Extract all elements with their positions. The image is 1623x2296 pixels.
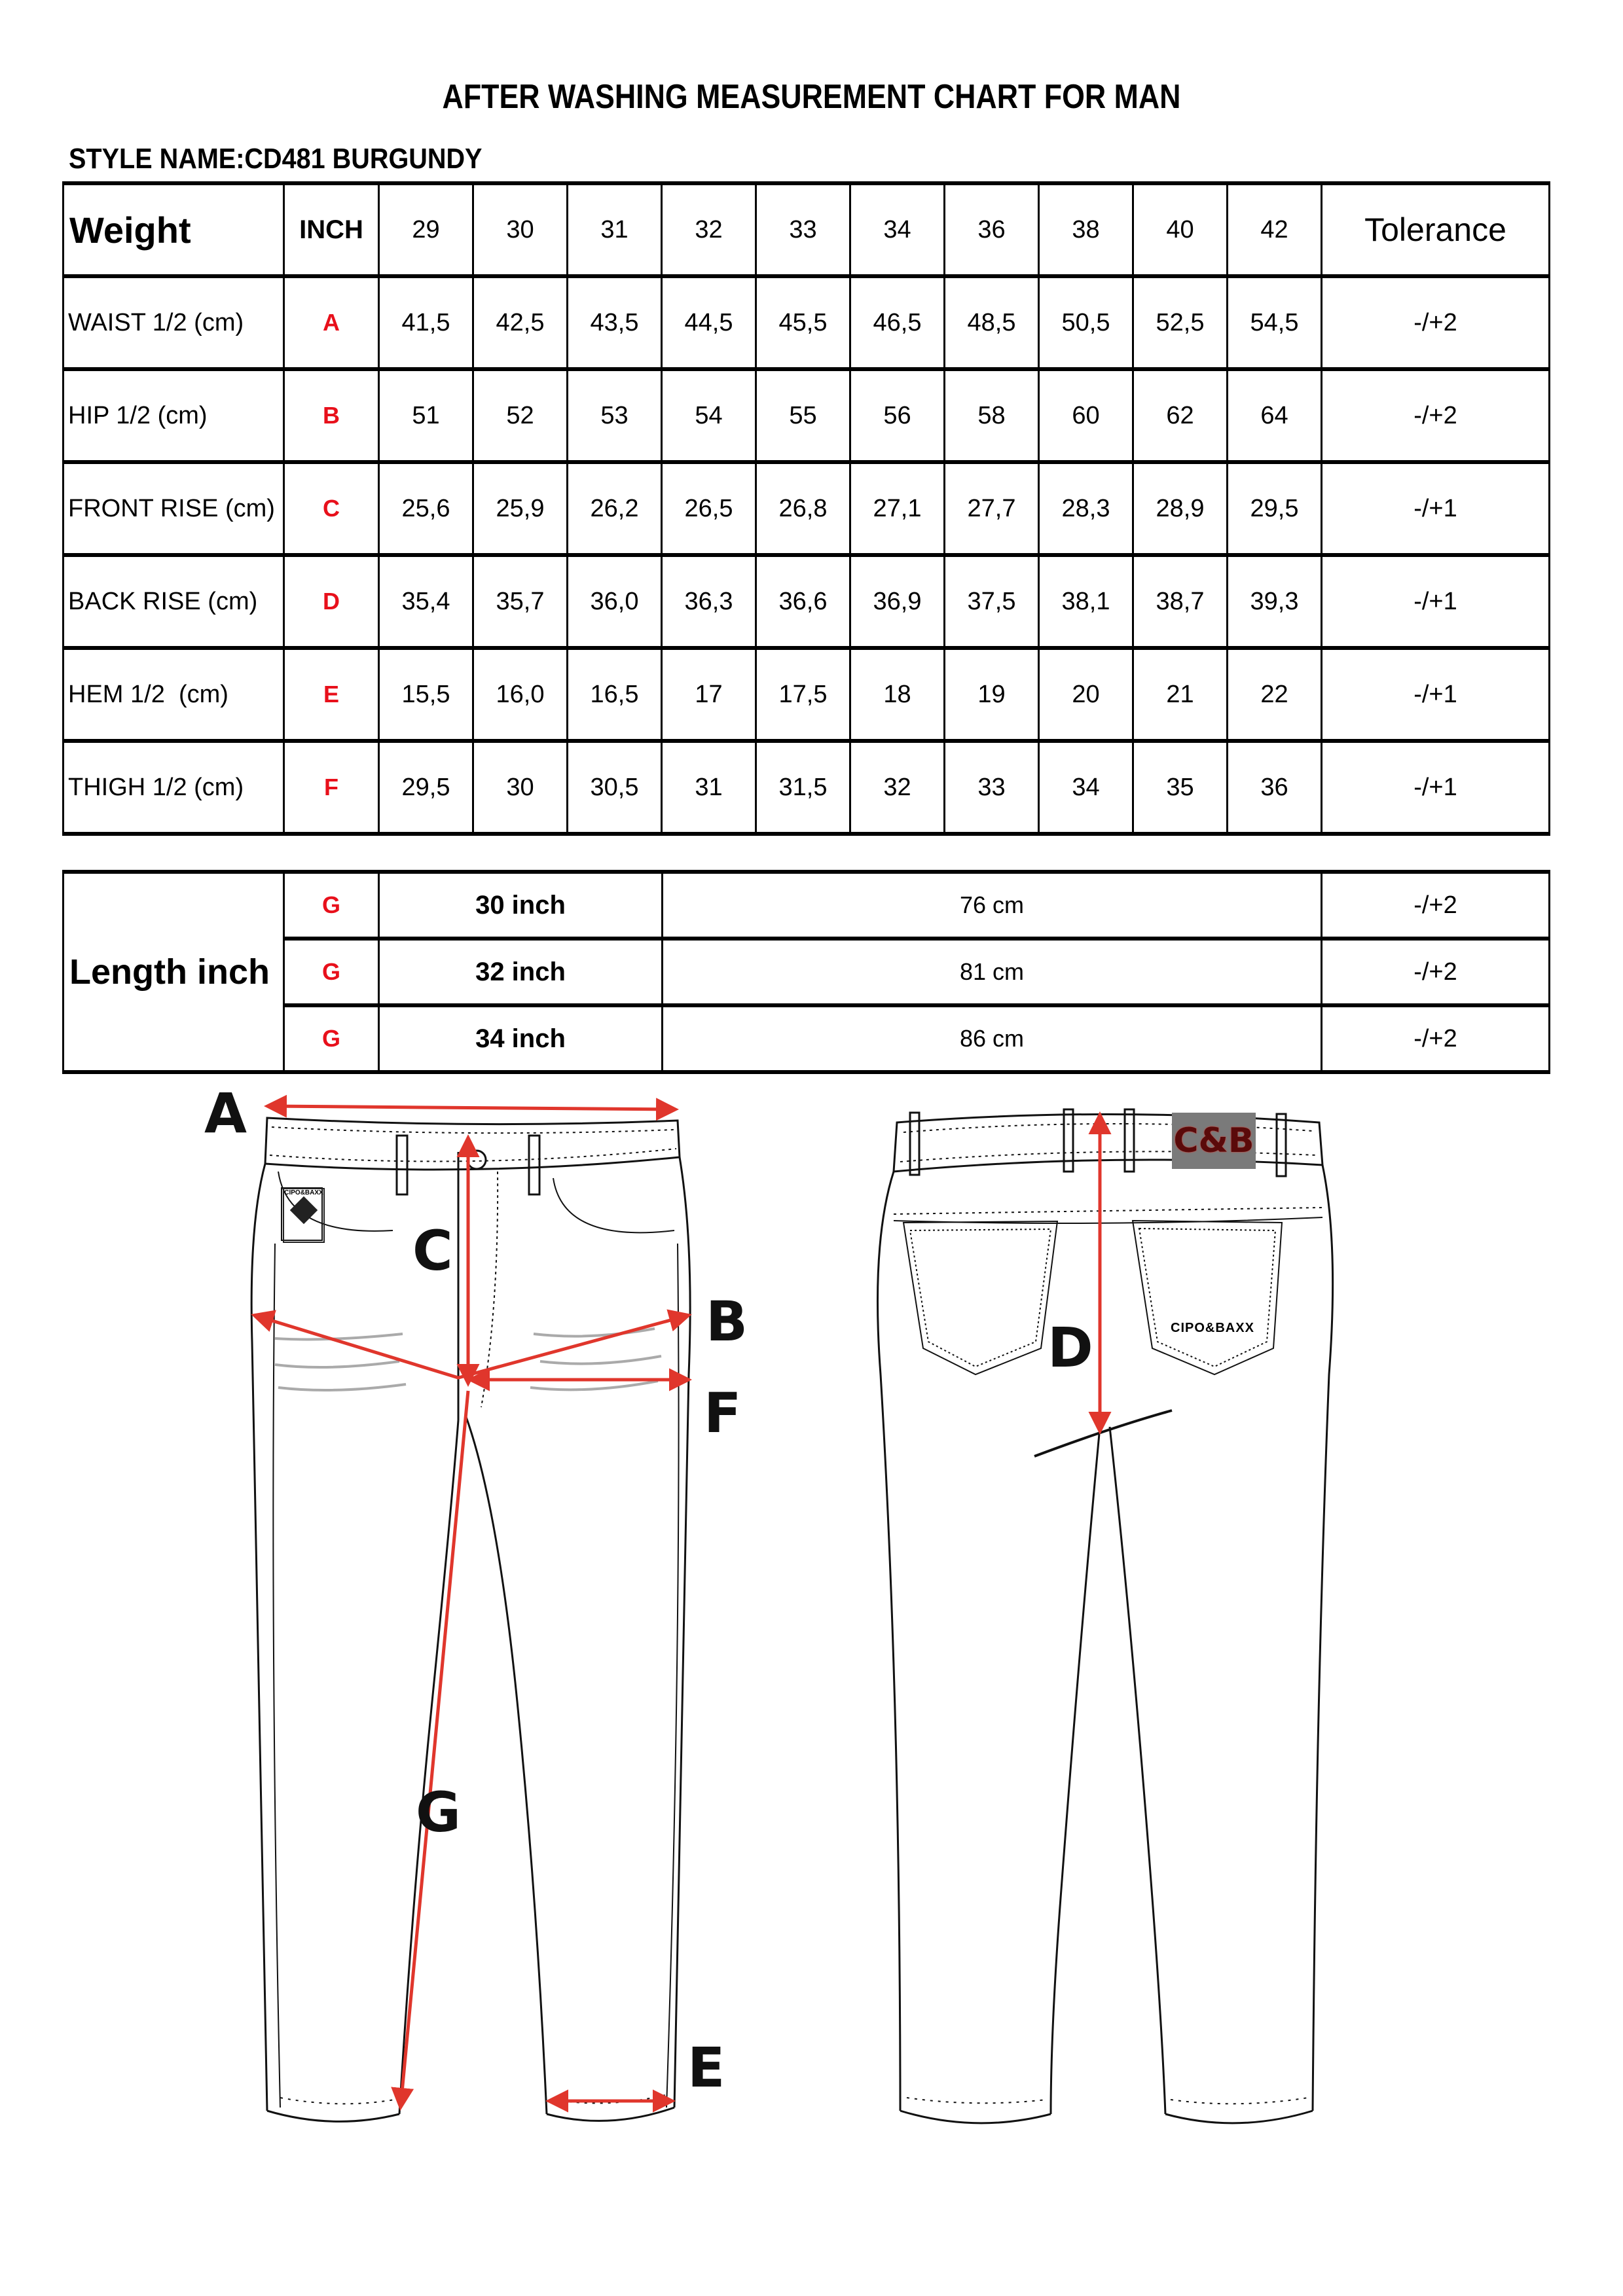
length-cm: 86 cm	[663, 1005, 1322, 1072]
row-tolerance: -/+1	[1322, 648, 1550, 741]
cell: 54,5	[1228, 276, 1322, 369]
cell: 36,6	[756, 555, 850, 648]
front-patch-text: CIPO&BAXX	[284, 1189, 323, 1196]
row-label: FRONT RISE (cm)	[64, 462, 284, 555]
cell: 32	[850, 741, 945, 834]
cell: 26,8	[756, 462, 850, 555]
cell: 28,9	[1133, 462, 1228, 555]
cell: 38,1	[1039, 555, 1133, 648]
cell: 43,5	[568, 276, 662, 369]
header-size: 36	[945, 183, 1039, 276]
header-size: 32	[662, 183, 756, 276]
cell: 26,5	[662, 462, 756, 555]
row-code: F	[284, 741, 379, 834]
cell: 35,4	[379, 555, 473, 648]
cell: 52,5	[1133, 276, 1228, 369]
cell: 37,5	[945, 555, 1039, 648]
row-code: A	[284, 276, 379, 369]
length-tolerance: -/+2	[1322, 872, 1550, 939]
table-row-waist	[64, 276, 1550, 369]
cell: 34	[1039, 741, 1133, 834]
cell: 36,3	[662, 555, 756, 648]
length-inch: 34 inch	[379, 1005, 663, 1072]
measure-label-f: F	[704, 1381, 742, 1445]
table-row-back-rise	[64, 555, 1550, 648]
cell: 36,9	[850, 555, 945, 648]
row-tolerance: -/+2	[1322, 276, 1550, 369]
cell: 35	[1133, 741, 1228, 834]
row-code: C	[284, 462, 379, 555]
cell: 25,6	[379, 462, 473, 555]
cell: 16,0	[473, 648, 568, 741]
cell: 60	[1039, 369, 1133, 462]
cell: 46,5	[850, 276, 945, 369]
table-row-hip	[64, 369, 1550, 462]
header-inch: INCH	[284, 183, 379, 276]
measure-label-e: E	[687, 2036, 725, 2100]
cell: 31	[662, 741, 756, 834]
row-label: HEM 1/2 (cm)	[64, 648, 284, 741]
length-row	[64, 1005, 1550, 1072]
cell: 51	[379, 369, 473, 462]
cell: 25,9	[473, 462, 568, 555]
row-tolerance: -/+1	[1322, 741, 1550, 834]
cell: 44,5	[662, 276, 756, 369]
size-measurement-table	[62, 181, 1550, 836]
row-tolerance: -/+1	[1322, 462, 1550, 555]
cell: 58	[945, 369, 1039, 462]
cell: 19	[945, 648, 1039, 741]
row-label: BACK RISE (cm)	[64, 555, 284, 648]
length-label: Length inch	[64, 872, 284, 1072]
row-code: E	[284, 648, 379, 741]
table-header-row	[64, 183, 1550, 276]
length-code: G	[284, 939, 379, 1005]
cell: 27,7	[945, 462, 1039, 555]
measure-label-c: C	[412, 1219, 453, 1283]
style-name: STYLE NAME:CD481 BURGUNDY	[69, 143, 483, 175]
cell: 29,5	[1228, 462, 1322, 555]
row-code: B	[284, 369, 379, 462]
cell: 35,7	[473, 555, 568, 648]
cell: 53	[568, 369, 662, 462]
table-row-hem	[64, 648, 1550, 741]
length-cm: 76 cm	[663, 872, 1322, 939]
header-size: 42	[1228, 183, 1322, 276]
row-tolerance: -/+2	[1322, 369, 1550, 462]
header-tolerance: Tolerance	[1322, 183, 1550, 276]
row-label: THIGH 1/2 (cm)	[64, 741, 284, 834]
header-size: 33	[756, 183, 850, 276]
back-pocket-brand: CIPO&BAXX	[1171, 1321, 1254, 1335]
cell: 28,3	[1039, 462, 1133, 555]
cell: 36,0	[568, 555, 662, 648]
length-row	[64, 939, 1550, 1005]
length-inch: 32 inch	[379, 939, 663, 1005]
cell: 52	[473, 369, 568, 462]
measure-label-b: B	[706, 1289, 748, 1354]
table-row-front-rise	[64, 462, 1550, 555]
header-size: 40	[1133, 183, 1228, 276]
row-code: D	[284, 555, 379, 648]
header-size: 29	[379, 183, 473, 276]
length-table	[62, 870, 1550, 1074]
cell: 26,2	[568, 462, 662, 555]
cell: 64	[1228, 369, 1322, 462]
cell: 62	[1133, 369, 1228, 462]
cell: 50,5	[1039, 276, 1133, 369]
cell: 18	[850, 648, 945, 741]
header-size: 38	[1039, 183, 1133, 276]
cell: 21	[1133, 648, 1228, 741]
length-inch: 30 inch	[379, 872, 663, 939]
cell: 17	[662, 648, 756, 741]
cell: 17,5	[756, 648, 850, 741]
cell: 39,3	[1228, 555, 1322, 648]
cell: 31,5	[756, 741, 850, 834]
cell: 48,5	[945, 276, 1039, 369]
header-size: 34	[850, 183, 945, 276]
measure-label-d: D	[1048, 1316, 1093, 1380]
header-size: 31	[568, 183, 662, 276]
length-row	[64, 872, 1550, 939]
front-patch-logo	[283, 1188, 325, 1243]
cell: 33	[945, 741, 1039, 834]
back-patch-logo	[1172, 1113, 1256, 1169]
header-size: 30	[473, 183, 568, 276]
page-title: AFTER WASHING MEASUREMENT CHART FOR MAN	[442, 78, 1181, 116]
cell: 29,5	[379, 741, 473, 834]
cell: 54	[662, 369, 756, 462]
cell: 15,5	[379, 648, 473, 741]
length-cm: 81 cm	[663, 939, 1322, 1005]
cell: 36	[1228, 741, 1322, 834]
cell: 16,5	[568, 648, 662, 741]
cell: 22	[1228, 648, 1322, 741]
cell: 56	[850, 369, 945, 462]
cell: 30	[473, 741, 568, 834]
length-tolerance: -/+2	[1322, 939, 1550, 1005]
cell: 42,5	[473, 276, 568, 369]
cell: 38,7	[1133, 555, 1228, 648]
cell: 20	[1039, 648, 1133, 741]
row-label: WAIST 1/2 (cm)	[64, 276, 284, 369]
length-code: G	[284, 1005, 379, 1072]
back-patch-text: C&B	[1173, 1121, 1254, 1160]
cell: 30,5	[568, 741, 662, 834]
cell: 27,1	[850, 462, 945, 555]
cell: 41,5	[379, 276, 473, 369]
cell: 55	[756, 369, 850, 462]
row-label: HIP 1/2 (cm)	[64, 369, 284, 462]
row-tolerance: -/+1	[1322, 555, 1550, 648]
cell: 45,5	[756, 276, 850, 369]
measure-label-a: A	[204, 1081, 247, 1145]
length-code: G	[284, 872, 379, 939]
header-weight: Weight	[64, 183, 284, 276]
measure-label-g: G	[416, 1780, 461, 1844]
table-row-thigh	[64, 741, 1550, 834]
length-tolerance: -/+2	[1322, 1005, 1550, 1072]
